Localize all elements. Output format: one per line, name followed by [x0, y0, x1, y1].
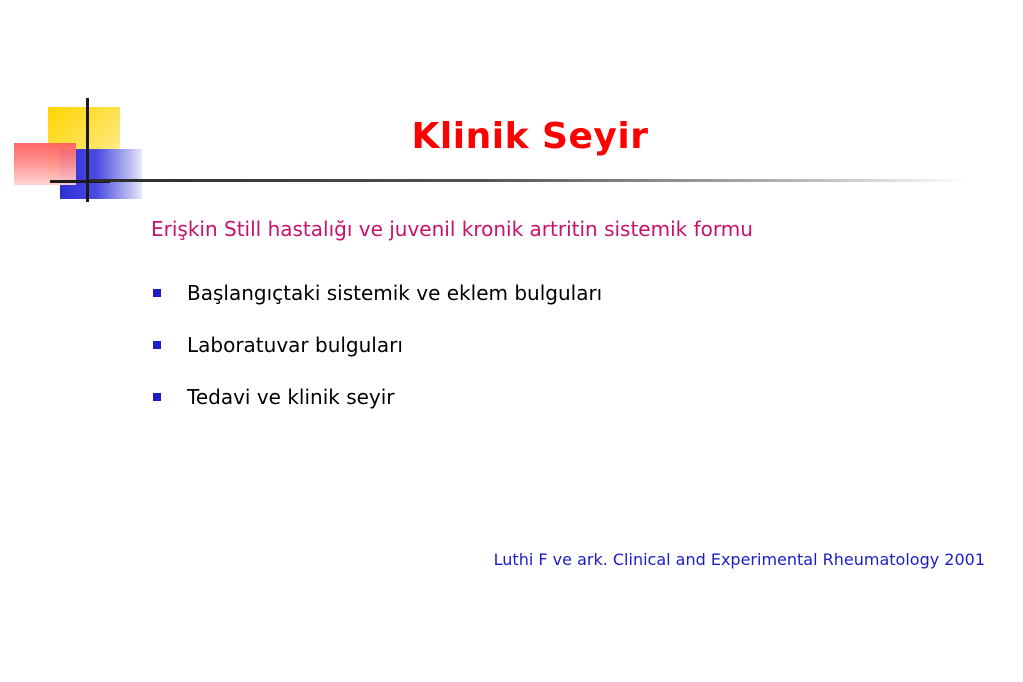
- square-bullet-icon: [153, 289, 161, 297]
- bullet-text: Başlangıçtaki sistemik ve eklem bulguları: [187, 281, 603, 305]
- red-square-decoration: [14, 143, 76, 185]
- bullet-item: [151, 319, 602, 371]
- bullet-text: Tedavi ve klinik seyir: [187, 385, 395, 409]
- citation-reference: Luthi F ve ark. Clinical and Experimental Rheumatology 2001: [493, 550, 985, 569]
- square-bullet-icon: [153, 341, 161, 349]
- bullet-item: [151, 371, 602, 423]
- title-underline-rule: [90, 179, 970, 182]
- bullet-item: [151, 267, 602, 319]
- slide-title: Klinik Seyir: [411, 116, 649, 157]
- bullet-text: Laboratuvar bulguları: [187, 333, 403, 357]
- bullet-list: [151, 267, 602, 423]
- vertical-line-decoration: [86, 98, 89, 202]
- square-bullet-icon: [153, 393, 161, 401]
- slide-subtitle: Erişkin Still hastalığı ve juvenil kronik artritin sistemik formu: [151, 217, 753, 241]
